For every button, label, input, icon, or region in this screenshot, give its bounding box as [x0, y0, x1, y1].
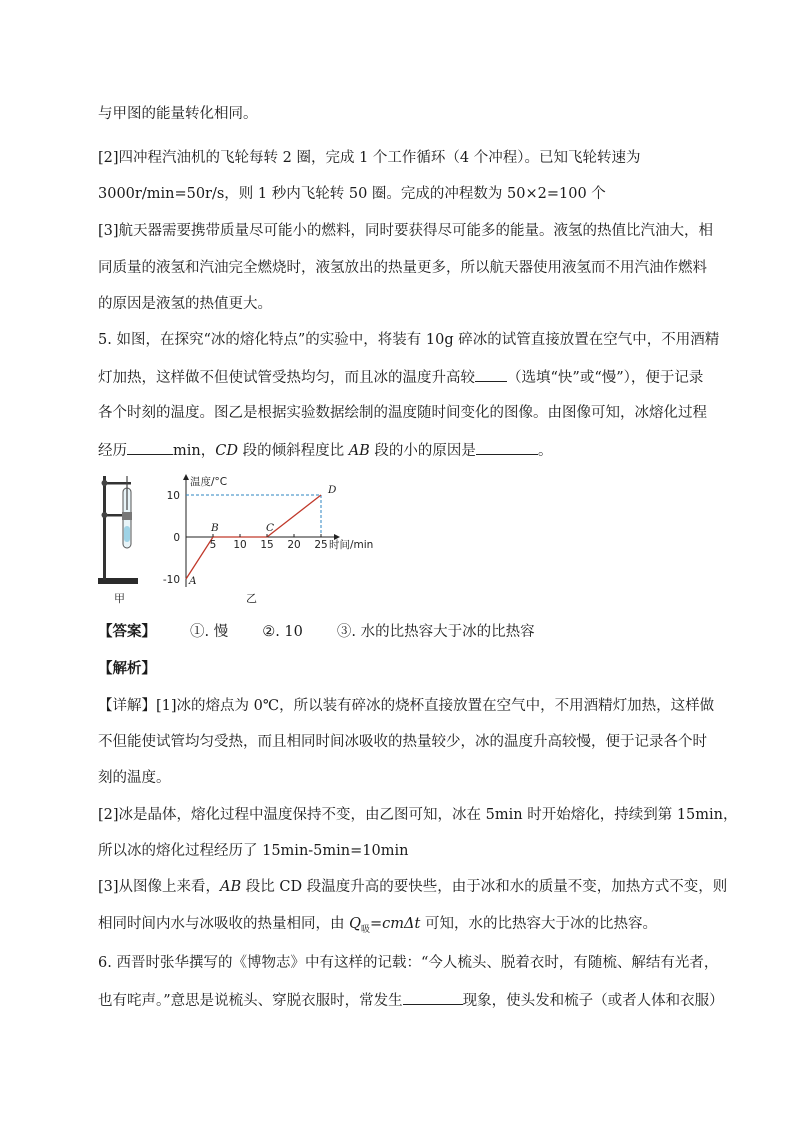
- question-5-line: 各个时刻的温度。图乙是根据实验数据绘制的温度随时间变化的图像。由图像可知，冰熔化过程: [98, 405, 707, 421]
- text-span: 相同时间内水与冰吸收的热量相同，由: [98, 916, 350, 932]
- text-span: [3]从图像上来看，: [98, 879, 221, 895]
- answer-label: 【答案】: [98, 623, 156, 640]
- text-span: 现象，使头发和梳子（或者人体和衣服）: [462, 993, 724, 1009]
- formula-rest: =cmΔt: [370, 916, 421, 932]
- formula-subscript: 吸: [361, 924, 371, 935]
- experiment-figure: [94, 470, 384, 610]
- text-line: [3]航天器需要携带质量尽可能小的燃料，同时要获得尽可能多的能量。液氢的热值比汽油大，相: [98, 223, 714, 239]
- text-span: 可知，水的比热容大于冰的比热容。: [420, 916, 657, 932]
- text-line: 3000r/min=50r/s，则 1 秒内飞轮转 50 圈。完成的冲程数为 50×2=100 个: [98, 186, 606, 202]
- analysis-line: 不但能使试管均匀受热，而且相同时间冰吸收的热量较少，冰的温度升高较慢，便于记录各个时: [98, 734, 707, 750]
- figure-label-yi: 乙: [246, 592, 257, 605]
- analysis-line: 刻的温度。: [98, 770, 171, 786]
- x-tick-label: 25: [314, 539, 328, 551]
- analysis-line: 所以冰的熔化过程经历了 15min-5min=10min: [98, 843, 409, 859]
- question-5-line: [98, 440, 552, 461]
- text-line: 与甲图的能量转化相同。: [98, 106, 258, 122]
- y-tick-label: -10: [162, 574, 180, 586]
- temperature-graph: [163, 474, 374, 587]
- x-tick-label: 5: [209, 539, 217, 551]
- answer-blank: [403, 990, 463, 1005]
- text-span: 经历: [98, 443, 127, 459]
- text-span: （选填“快”或“慢”），便于记录: [507, 370, 704, 386]
- text-span: AB: [220, 879, 242, 895]
- point-label-a: A: [189, 575, 197, 587]
- text-span: min，: [173, 443, 216, 459]
- text-line: 的原因是液氢的热值更大。: [98, 296, 272, 312]
- x-tick-label: 10: [233, 539, 247, 551]
- question-6-line: [98, 990, 724, 1011]
- x-tick-label: 15: [260, 539, 274, 551]
- text-span: 段的倾斜程度比: [237, 443, 349, 459]
- text-span: 灯加热，这样做不但使试管受热均匀，而且冰的温度升高较: [98, 370, 475, 386]
- y-axis-label: 温度/°C: [190, 476, 228, 488]
- text-span: 段的小的原因是: [369, 443, 476, 459]
- x-tick-label: 20: [287, 539, 301, 551]
- analysis-line: [98, 877, 727, 897]
- text-span: AB: [348, 443, 370, 459]
- text-span: CD: [215, 443, 238, 459]
- answer-blank: [127, 440, 173, 455]
- question-6-line: 6. 西晋时张华撰写的《博物志》中有这样的记载：“今人梳头、脱着衣时，有随梳、解结有光者，: [98, 955, 719, 971]
- answer-item: ③. 水的比热容大于冰的比热容: [336, 624, 535, 640]
- formula-q: Q: [349, 916, 361, 932]
- analysis-line: 【详解】[1]冰的熔点为 0℃，所以装有碎冰的烧杯直接放置在空气中，不用酒精灯加热，这样做: [98, 698, 715, 714]
- text-line: [2]四冲程汽油机的飞轮每转 2 圈，完成 1 个工作循环（4 个冲程）。已知飞轮转速为: [98, 150, 641, 166]
- analysis-line: [2]冰是晶体，熔化过程中温度保持不变，由乙图可知，冰在 5min 时开始熔化，持续到第 15min，: [98, 807, 738, 823]
- x-axis-label: 时间/min: [329, 539, 374, 551]
- answer-line: [98, 622, 535, 642]
- question-5-line: 5. 如图，在探究“冰的熔化特点”的实验中，将装有 10g 碎冰的试管直接放置在空气中，不用酒精: [98, 332, 720, 348]
- y-tick-label: 10: [166, 490, 180, 502]
- answer-item: ①. 慢: [190, 624, 229, 640]
- point-label-d: D: [328, 484, 337, 496]
- analysis-line: [98, 914, 657, 940]
- text-span: 段比 CD 段温度升高的要快些，由于冰和水的质量不变，加热方式不变，则: [241, 879, 728, 895]
- y-axis-arrow: [183, 474, 189, 480]
- answer-blank: [476, 440, 538, 455]
- figure-label-jia: 甲: [114, 592, 125, 605]
- question-5-line: [98, 367, 703, 388]
- answer-item: ②. 10: [262, 624, 303, 640]
- apparatus-drawing: [98, 476, 138, 584]
- analysis-label: 【解析】: [98, 660, 156, 677]
- point-label-b: B: [211, 522, 219, 534]
- text-line: 同质量的液氢和汽油完全燃烧时，液氢放出的热量更多，所以航天器使用液氢而不用汽油作燃料: [98, 260, 707, 276]
- text-span: 。: [537, 443, 553, 459]
- answer-blank: [475, 367, 507, 382]
- y-tick-label: 0: [173, 532, 180, 544]
- text-span: 也有咤声。”意思是说梳头、穿脱衣服时，常发生: [98, 993, 403, 1009]
- point-label-c: C: [266, 522, 275, 534]
